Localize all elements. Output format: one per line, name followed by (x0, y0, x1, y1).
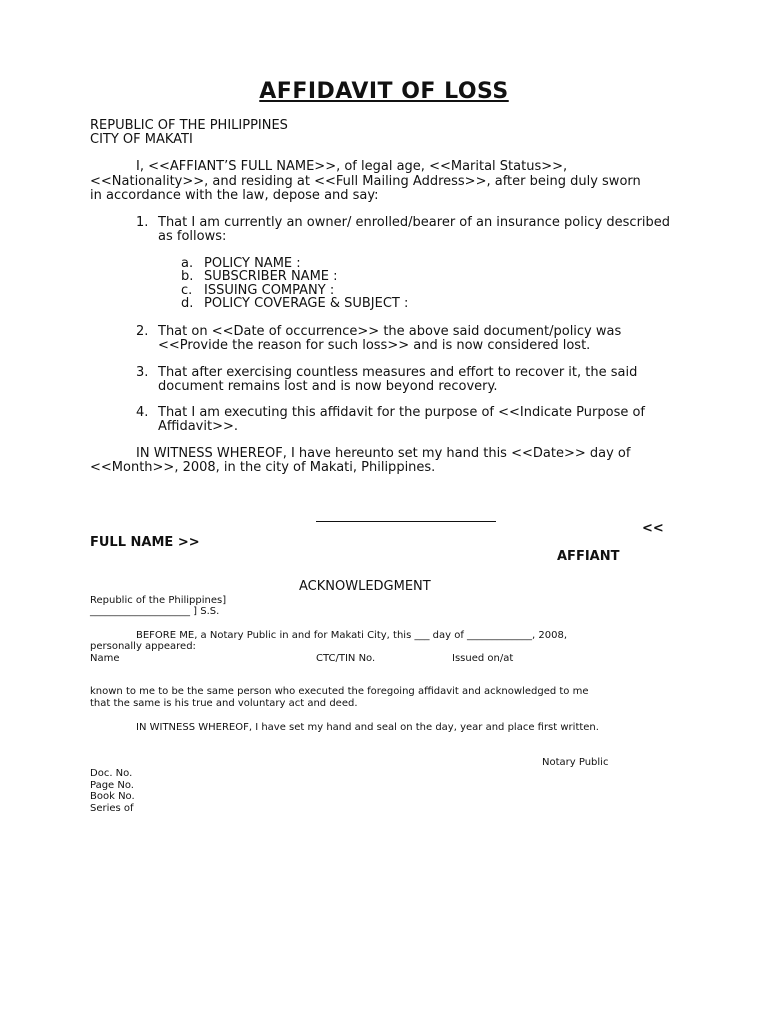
ack-venue-republic: Republic of the Philippines] (90, 595, 227, 606)
item-1-line-2: as follows: (158, 229, 227, 244)
signature-name-open: << (642, 521, 664, 536)
ack-before-line-1: BEFORE ME, a Notary Public in and for Makati City, this ___ day of _____________, 2008, (136, 630, 568, 641)
series-label: Series of (90, 803, 134, 814)
item-2-line-2: <<Provide the reason for such loss>> and is now considered lost. (158, 338, 591, 353)
page-no-label: Page No. (90, 780, 134, 791)
jurisdiction-city: CITY OF MAKATI (90, 132, 193, 147)
witness-line-1: IN WITNESS WHEREOF, I have hereunto set my hand this <<Date>> day of (136, 446, 631, 461)
ack-known-line-2: that the same is his true and voluntary act and deed. (90, 698, 358, 709)
subitem-policy-coverage: POLICY COVERAGE & SUBJECT : (204, 296, 409, 311)
ack-witness: IN WITNESS WHEREOF, I have set my hand and seal on the day, year and place first written. (136, 722, 599, 733)
item-3-line-1: That after exercising countless measures and effort to recover it, the said (158, 365, 638, 380)
signature-full-name: FULL NAME >> (90, 535, 200, 550)
ack-before-line-2: personally appeared: (90, 641, 196, 652)
ack-venue-ss: ____________________ ] S.S. (90, 606, 220, 617)
signature-role: AFFIANT (557, 549, 620, 564)
witness-line-2: <<Month>>, 2008, in the city of Makati, Philippines. (90, 460, 436, 475)
item-4-line-1: That I am executing this affidavit for the purpose of <<Indicate Purpose of (158, 405, 646, 420)
document-title: AFFIDAVIT OF LOSS (259, 79, 509, 104)
subitem-policy-name: POLICY NAME : (204, 256, 301, 271)
notary-public-label: Notary Public (542, 757, 609, 768)
item-1-line-1: That I am currently an owner/ enrolled/bearer of an insurance policy described (158, 215, 671, 230)
ack-column-issued: Issued on/at (452, 653, 514, 664)
item-3-line-2: document remains lost and is now beyond recovery. (158, 379, 498, 394)
acknowledgment-title: ACKNOWLEDGMENT (299, 579, 431, 594)
ack-known-line-1: known to me to be the same person who executed the foregoing affidavit and acknowledged to me (90, 686, 589, 697)
doc-no-label: Doc. No. (90, 768, 133, 779)
item-number: 4. (136, 405, 149, 420)
intro-line-1: I, <<AFFIANT’S FULL NAME>>, of legal age, <<Marital Status>>, (136, 159, 568, 174)
ack-column-name: Name (90, 653, 120, 664)
subitem-letter: c. (181, 283, 193, 298)
item-4-line-2: Affidavit>>. (158, 419, 238, 434)
jurisdiction-republic: REPUBLIC OF THE PHILIPPINES (90, 118, 288, 133)
item-number: 1. (136, 215, 149, 230)
book-no-label: Book No. (90, 791, 135, 802)
item-number: 2. (136, 324, 149, 339)
subitem-letter: a. (181, 256, 194, 271)
subitem-subscriber-name: SUBSCRIBER NAME : (204, 269, 338, 284)
subitem-letter: b. (181, 269, 194, 284)
intro-line-3: in accordance with the law, depose and say: (90, 188, 379, 203)
subitem-letter: d. (181, 296, 194, 311)
ack-column-ctc: CTC/TIN No. (316, 653, 376, 664)
item-number: 3. (136, 365, 149, 380)
subitem-issuing-company: ISSUING COMPANY : (204, 283, 335, 298)
item-2-line-1: That on <<Date of occurrence>> the above said document/policy was (158, 324, 622, 339)
intro-line-2: <<Nationality>>, and residing at <<Full Mailing Address>>, after being duly sworn (90, 174, 641, 189)
signature-line (316, 510, 496, 522)
